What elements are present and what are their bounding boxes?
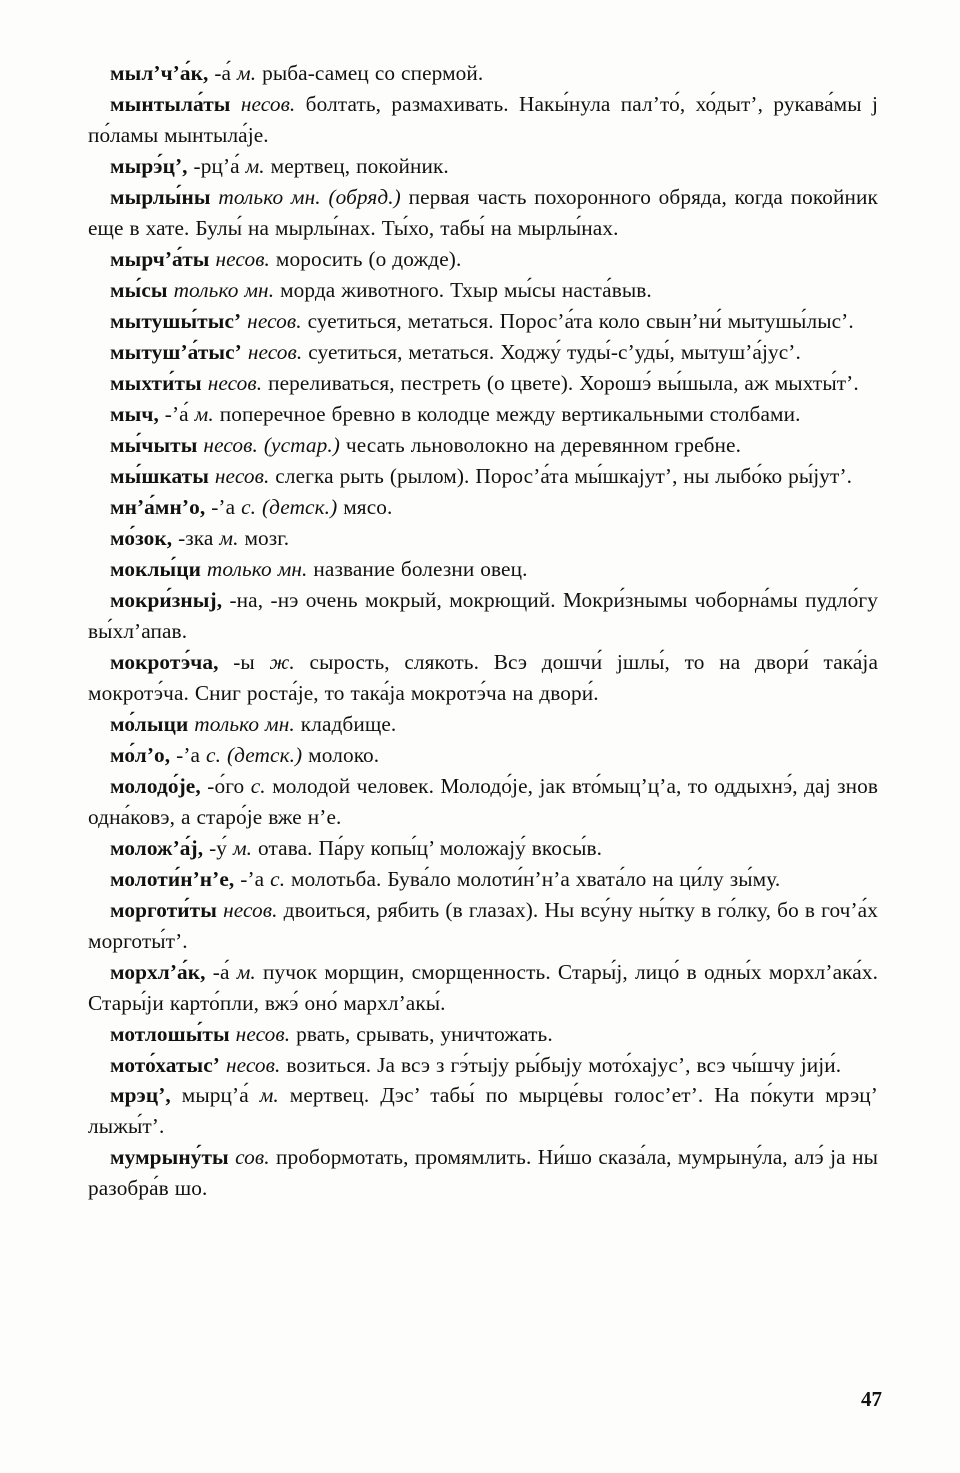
entry-definition: болтать, размахивать. Накы́нула пал’то́, хо́дыт’, рукава́мы ј по́ламы мынтыла́је. — [88, 91, 878, 147]
entry-headword: мы́сы — [110, 277, 168, 302]
entry-headword: мыл’ч’а́к, — [110, 61, 209, 85]
entry-grammar-label: несов. — [223, 897, 278, 922]
entry-inflection: -о́го — [200, 773, 251, 798]
entry-definition: суетиться, метаться. Порос’а́та коло свын’ни́ мытушы́лыс’. — [301, 308, 854, 333]
entry-inflection: -’а́ — [158, 401, 195, 426]
entry-definition: очень мокрый, мокрющий. Мокри́знымы чоборна́мы пудло́гу вы́хл’апав. — [88, 587, 878, 643]
dictionary-entry — [88, 864, 878, 895]
dictionary-entry — [88, 1019, 878, 1050]
entry-definition: слегка рыть (рылом). Порос’а́та мы́шкајут’, ны лыбо́ко ры́јут’. — [269, 463, 853, 488]
entry-definition: мозг. — [238, 525, 290, 550]
entry-grammar-label: несов. — [235, 1021, 291, 1046]
entry-inflection: мырц’а́ — [170, 1083, 260, 1108]
entry-grammar-label: с. — [270, 866, 286, 891]
entry-headword: мокри́зныј, — [110, 587, 223, 612]
entry-headword: мытушы́тыс’ — [110, 308, 242, 333]
entry-inflection: -на, -нэ — [222, 587, 306, 612]
entry-definition: (детск.) мясо. — [261, 494, 393, 519]
entry-column — [88, 58, 878, 1204]
entry-grammar-label: только мн. — [194, 711, 295, 736]
entry-headword: мытуш’а́тыс’ — [110, 339, 242, 364]
dictionary-entry — [88, 1142, 878, 1204]
entry-headword: мыхти́ты — [110, 370, 202, 395]
entry-headword: мыч, — [110, 401, 159, 426]
dictionary-entry — [88, 647, 878, 709]
entry-headword: мн’а́мн’о, — [110, 494, 206, 519]
entry-definition: название болезни овец. — [307, 556, 528, 581]
entry-headword: моклы́ци — [110, 556, 201, 581]
entry-inflection: -’а — [205, 494, 242, 519]
entry-grammar-label: несов. — [203, 432, 258, 457]
entry-grammar-label: только мн. — [218, 184, 321, 209]
entry-definition: молотьба. Бува́ло молоти́н’н’а хвата́ло на ци́лу зы́му. — [285, 866, 781, 891]
entry-usage-label: (обряд.) — [328, 184, 401, 209]
entry-grammar-label: м. — [259, 1083, 279, 1108]
entry-inflection — [231, 92, 241, 116]
entry-grammar-label: м. — [194, 401, 214, 426]
entry-headword: мумрыну́ты — [110, 1145, 229, 1170]
entry-grammar-label: м. — [237, 61, 257, 85]
entry-definition: (устар.) чесать льноволокно на деревянном гребне. — [263, 432, 742, 457]
entry-headword: мырлы́ны — [110, 184, 211, 209]
dictionary-entry — [88, 833, 878, 864]
entry-headword: мынтыла́ты — [110, 91, 231, 116]
entry-inflection: -у́ — [203, 835, 233, 860]
dictionary-entry — [88, 430, 878, 461]
entry-grammar-label: ж. — [269, 649, 295, 674]
dictionary-entry — [88, 58, 878, 89]
dictionary-entry — [88, 182, 878, 244]
entry-grammar-label: несов. — [214, 463, 270, 488]
entry-inflection: -ы — [218, 649, 270, 674]
entry-headword: молодо́је, — [110, 773, 201, 798]
entry-definition: рыба-самец со спермой. — [256, 61, 484, 85]
entry-definition: пучок морщин, сморщенность. Стары́ј, лицо́ в одны́х морхл’ака́х. Стары́ји карто́пли, вжэ́ оно́ мархл’акы́. — [88, 959, 879, 1015]
dictionary-entry — [88, 895, 878, 957]
dictionary-entry — [88, 523, 878, 554]
entry-inflection: -а́ — [205, 959, 237, 984]
entry-grammar-label: м. — [236, 959, 256, 984]
entry-grammar-label: несов. — [215, 246, 270, 271]
dictionary-entry — [88, 1080, 878, 1142]
entry-usage-label: (детск.) — [261, 494, 338, 519]
entry-inflection: -’а — [234, 866, 271, 891]
entry-definition: (детск.) молоко. — [226, 742, 380, 767]
dictionary-entry — [88, 89, 878, 151]
entry-definition: мертвец, покойник. — [264, 153, 449, 178]
entry-usage-label: (детск.) — [226, 742, 303, 767]
dictionary-entry — [88, 306, 878, 337]
entry-definition: кладбище. — [294, 711, 397, 736]
entry-headword: мо́лыци — [110, 711, 189, 736]
dictionary-entry — [88, 337, 878, 368]
entry-definition: мертвец. Дэс’ табы́ по мырце́вы голос’ет’. На по́кути мрэц’ лыжы́т’. — [88, 1083, 878, 1139]
entry-headword: мо́зок, — [110, 525, 173, 550]
dictionary-entry — [88, 244, 878, 275]
entry-headword: мотлошы́ты — [110, 1021, 230, 1046]
entry-headword: мырэ́ц’, — [110, 153, 188, 178]
entry-inflection: -’а — [170, 742, 207, 767]
page-number: 47 — [861, 1387, 882, 1411]
entry-headword: морготи́ты — [110, 897, 217, 922]
entry-grammar-label: с. — [250, 773, 266, 798]
entry-definition: сырость, слякоть. Всэ дошчи́ јшлы́, то на двори́ така́ја мокротэ́ча. Сниг роста́је, то така́ја мокротэ́ча на двори́. — [88, 649, 878, 705]
entry-definition: морда животного. Тхыр мы́сы наста́выв. — [274, 277, 652, 302]
entry-grammar-label: с. — [206, 742, 221, 767]
entry-definition: моросить (о дожде). — [269, 246, 462, 271]
entry-definition: возиться. Ја всэ з гэ́тыју ры́быју мото́хајус’, всэ чы́шчу јиjи́. — [280, 1052, 842, 1077]
dictionary-entry — [88, 771, 878, 833]
entry-definition: двоиться, рябить (в глазах). Ны всу́ну ны́тку в го́лку, бо в гоч’а́х морготы́т’. — [88, 897, 878, 953]
entry-definition: рвать, срывать, уничтожать. — [290, 1021, 553, 1046]
entry-definition: поперечное бревно в колодце между вертикальными столбами. — [213, 401, 801, 426]
entry-definition: молодой человек. Молодо́је, јак вто́мыц’ц’а, то оддыхнэ́, дај знов одна́ковэ, а старо́је вже н’е. — [88, 773, 878, 829]
entry-definition: отава. Па́ру копы́ц’ моложају́ вкосы́в. — [252, 835, 603, 860]
entry-grammar-label: несов. — [247, 339, 303, 364]
entry-definition: суетиться, метаться. Ходжу́ туды́-с’уды́, мытуш’а́јус’. — [302, 339, 801, 364]
entry-headword: мы́чыты — [110, 432, 198, 457]
entry-grammar-label: только мн. — [206, 556, 308, 581]
entry-headword: молоти́н’н’е, — [110, 866, 235, 891]
entry-inflection: -зка — [172, 525, 220, 550]
dictionary-entry — [88, 492, 878, 523]
dictionary-entry — [88, 461, 878, 492]
dictionary-entry — [88, 399, 878, 430]
dictionary-entry — [88, 957, 878, 1019]
entry-inflection: -рц’а́ — [187, 153, 246, 178]
entry-definition: пробормотать, промямлить. Ни́шо сказа́ла, мумрыну́ла, алэ́ ја ны разобра́в шо. — [88, 1145, 878, 1201]
dictionary-entry — [88, 554, 878, 585]
dictionary-entry — [88, 585, 878, 647]
entry-headword: мрэц’, — [110, 1083, 171, 1108]
entry-grammar-label: м. — [245, 153, 265, 178]
dictionary-entry — [88, 275, 878, 306]
entry-headword: морхл’а́к, — [110, 959, 206, 984]
entry-grammar-label: сов. — [235, 1145, 270, 1170]
entry-grammar-label: только мн. — [173, 277, 275, 302]
entry-definition: переливаться, пестреть (о цвете). Хорошэ́ вы́шыла, аж мыхты́т’. — [262, 370, 859, 395]
entry-headword: мырч’а́ты — [110, 246, 210, 271]
entry-grammar-label: м. — [219, 525, 239, 550]
dictionary-entry — [88, 709, 878, 740]
entry-headword: мото́хатыс’ — [110, 1052, 220, 1077]
entry-headword: мы́шкаты — [110, 463, 209, 488]
entry-grammar-label: м. — [232, 835, 253, 860]
entry-headword: мокротэ́ча, — [110, 649, 219, 674]
entry-grammar-label: несов. — [207, 370, 263, 395]
entry-inflection: -а́ — [208, 61, 238, 85]
dictionary-entry — [88, 1050, 878, 1081]
dictionary-entry — [88, 151, 878, 182]
dictionary-entry — [88, 740, 878, 771]
entry-headword: мо́л’о, — [110, 742, 171, 767]
dictionary-entry — [88, 368, 878, 399]
entry-grammar-label: несов. — [225, 1052, 281, 1077]
entry-definition: (обряд.) первая часть похоронного обряда, когда покойник еще в хате. Булы́ на мырлы́нах. Ты́хо, табы́ на мырлы́нах. — [88, 184, 878, 240]
entry-headword: молож’а́ј, — [110, 835, 204, 860]
entry-grammar-label: несов. — [247, 308, 302, 333]
entry-usage-label: (устар.) — [263, 432, 340, 457]
entry-grammar-label: несов. — [240, 91, 296, 116]
entry-grammar-label: с. — [241, 494, 257, 519]
